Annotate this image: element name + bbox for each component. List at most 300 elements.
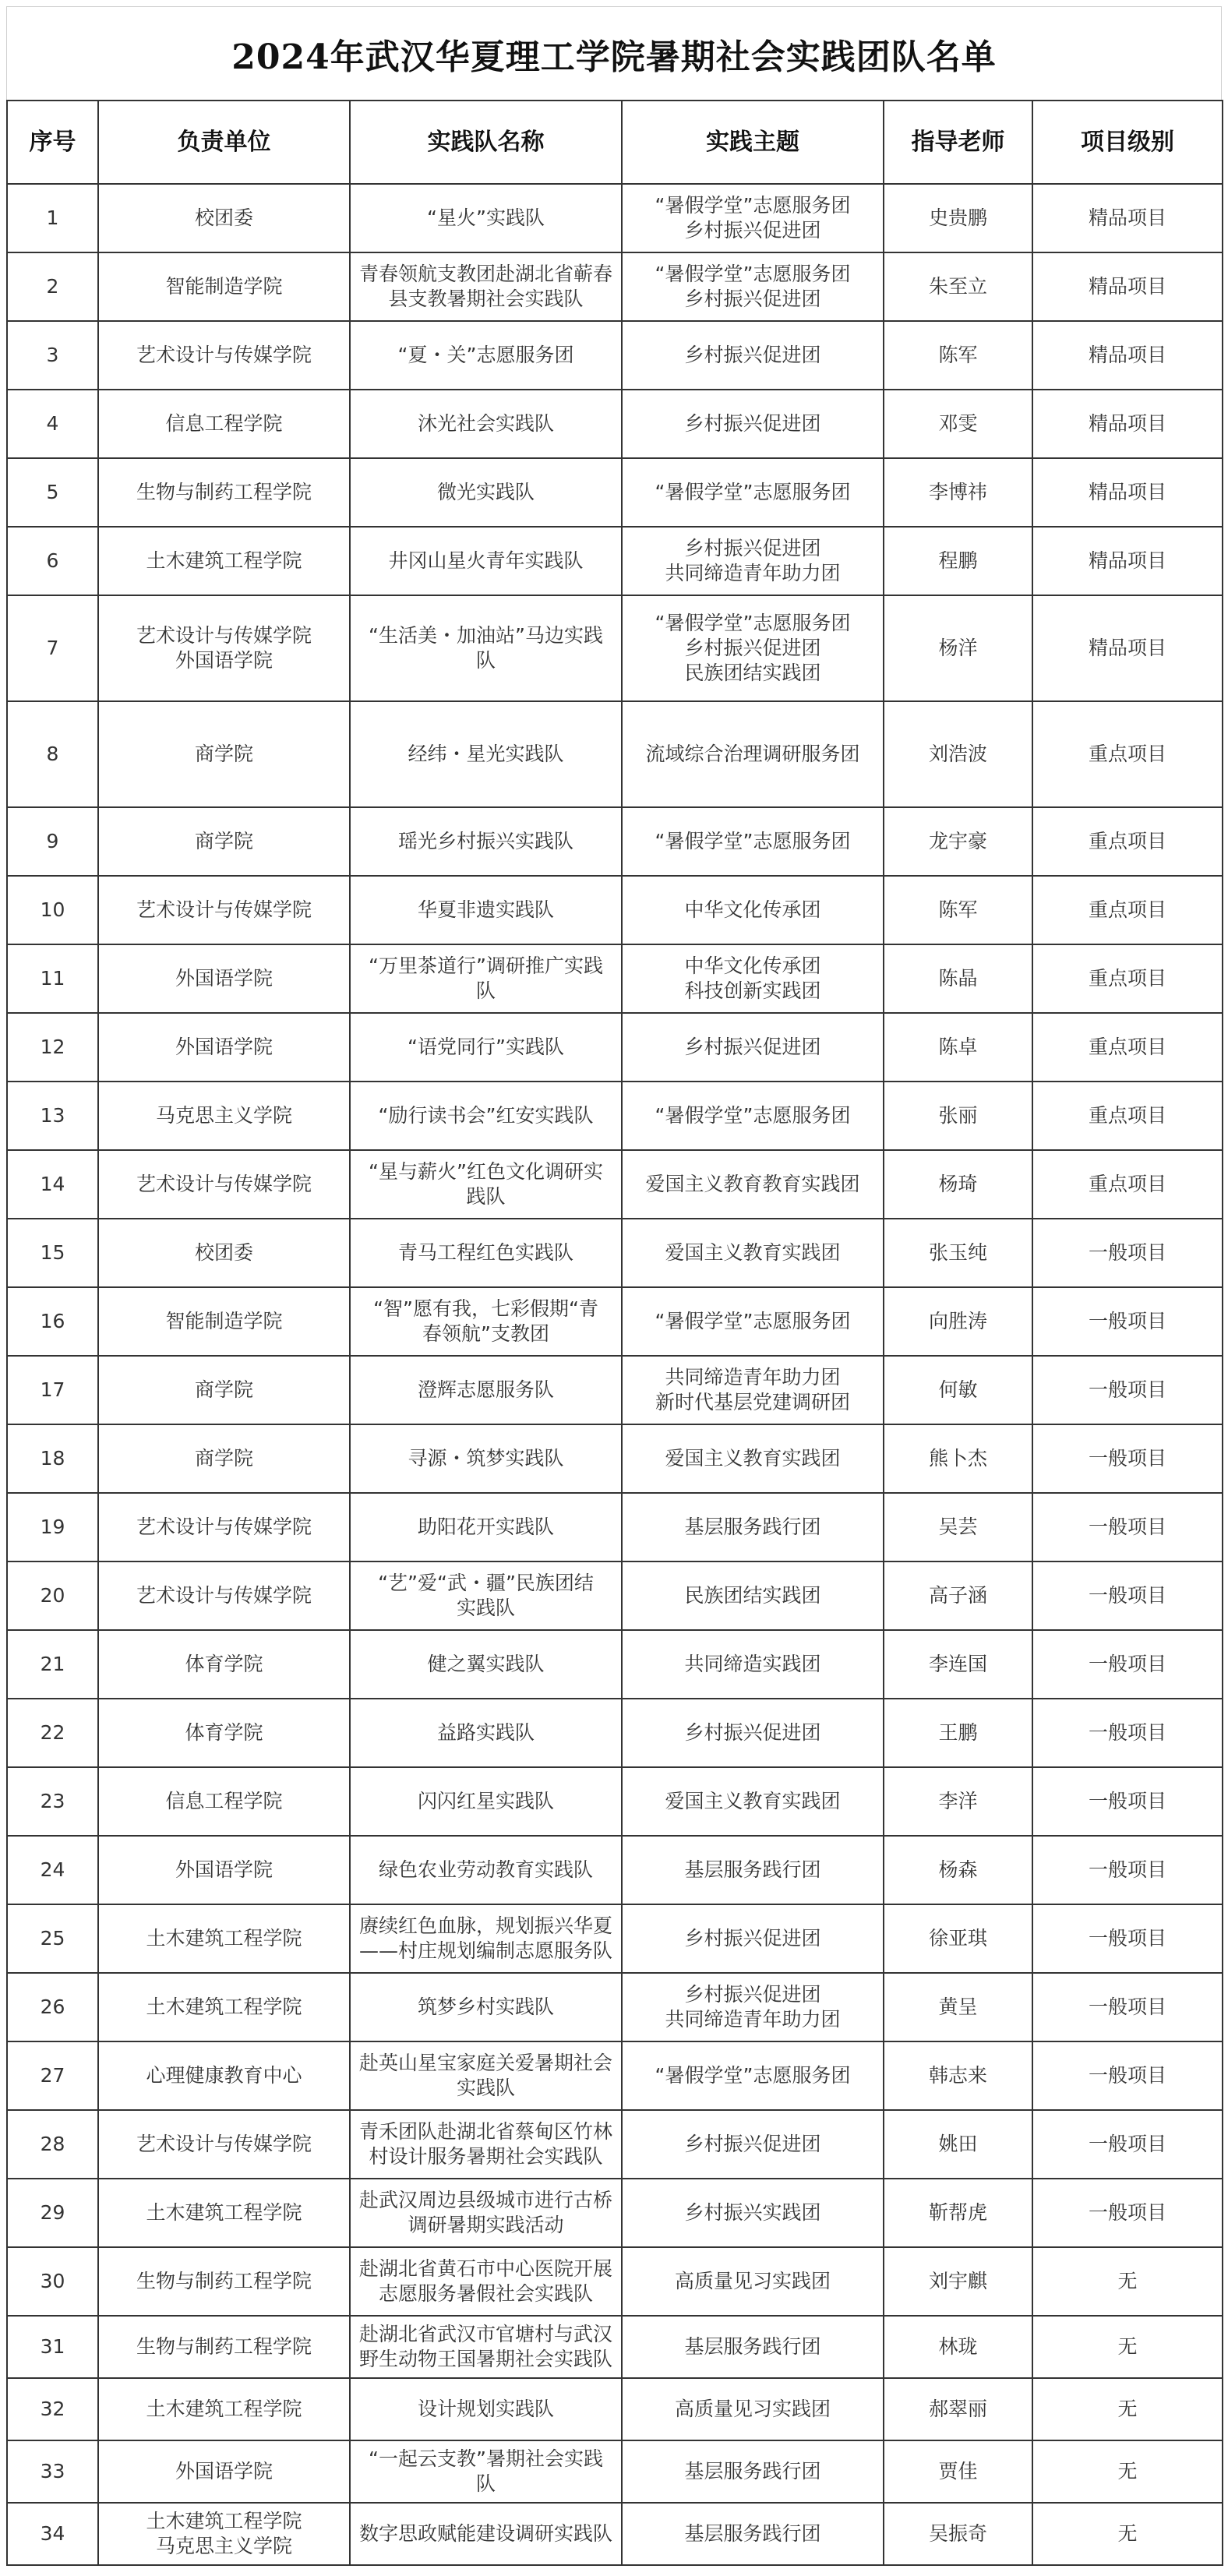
cell-team-line: 澄辉志愿服务队	[417, 1378, 554, 1401]
cell-theme-line: 中华文化传承团	[684, 955, 821, 977]
table-row	[7, 2247, 1223, 2316]
cell-teacher: 杨琦	[884, 1150, 1032, 1219]
cell-theme-line: 基层服务践行团	[684, 2335, 821, 2358]
cell-no: 23	[7, 1767, 98, 1836]
cell-team-line: 沐光社会实践队	[417, 412, 554, 435]
cell-theme	[622, 2316, 884, 2378]
cell-team-line: 践队	[466, 1185, 506, 1208]
cell-theme	[622, 2179, 884, 2247]
cell-theme-line: “暑假学堂”志愿服务团	[655, 2064, 851, 2087]
cell-level: 一般项目	[1032, 1561, 1223, 1630]
cell-unit-line: 艺术设计与传媒学院	[136, 2133, 312, 2155]
cell-theme-line: 科技创新实践团	[684, 979, 821, 1002]
cell-teacher: 陈军	[884, 321, 1032, 390]
cell-unit	[98, 184, 350, 252]
cell-theme-line: 共同缔造青年助力团	[665, 562, 841, 584]
cell-unit	[98, 1699, 350, 1767]
cell-team-line: 健之翼实践队	[427, 1653, 545, 1675]
cell-teacher: 贾佳	[884, 2440, 1032, 2503]
cell-unit	[98, 1424, 350, 1493]
cell-unit-line: 商学院	[194, 1378, 253, 1401]
team-list-table	[6, 100, 1223, 2566]
cell-teacher: 姚田	[884, 2110, 1032, 2179]
cell-team-line: 实践队	[456, 2077, 515, 2099]
cell-no: 21	[7, 1630, 98, 1699]
cell-team-line: 村设计服务暑期社会实践队	[369, 2145, 603, 2168]
cell-theme-line: 乡村振兴促进团	[684, 1927, 821, 1950]
table-row	[7, 321, 1223, 390]
cell-theme-line: 共同缔造实践团	[684, 1653, 821, 1675]
cell-unit-line: 商学院	[194, 1447, 253, 1470]
cell-team-line: 微光实践队	[436, 481, 535, 503]
cell-unit	[98, 2316, 350, 2378]
cell-teacher: 郝翠丽	[884, 2378, 1032, 2440]
cell-team	[350, 184, 622, 252]
cell-level: 一般项目	[1032, 1493, 1223, 1561]
cell-team	[350, 1699, 622, 1767]
cell-theme	[622, 321, 884, 390]
cell-team-line: 助阳花开实践队	[417, 1516, 554, 1538]
cell-team-line: “智”愿有我，七彩假期“青	[373, 1297, 598, 1320]
cell-theme-line: 共同缔造青年助力团	[665, 2008, 841, 2031]
cell-team-line: 华夏非遗实践队	[417, 898, 554, 921]
table-row	[7, 1013, 1223, 1082]
cell-team	[350, 1082, 622, 1150]
table-row	[7, 390, 1223, 458]
cell-level: 一般项目	[1032, 1287, 1223, 1356]
cell-theme	[622, 1836, 884, 1904]
cell-team-line: 赴湖北省黄石市中心医院开展	[358, 2257, 612, 2280]
cell-theme-line: 乡村振兴促进团	[684, 637, 821, 659]
cell-theme	[622, 1561, 884, 1630]
cell-team-line: 筑梦乡村实践队	[417, 1996, 554, 2018]
cell-team-line: “夏・关”志愿服务团	[397, 344, 574, 366]
cell-no: 7	[7, 595, 98, 701]
cell-no: 2	[7, 252, 98, 321]
document-title: 2024年武汉华夏理工学院暑期社会实践团队名单	[231, 37, 997, 77]
cell-teacher: 刘浩波	[884, 701, 1032, 807]
cell-level: 精品项目	[1032, 390, 1223, 458]
cell-team	[350, 807, 622, 876]
cell-theme-line: “暑假学堂”志愿服务团	[655, 612, 851, 634]
cell-unit	[98, 701, 350, 807]
cell-teacher: 邓雯	[884, 390, 1032, 458]
cell-team-line: “万里茶道行”调研推广实践	[369, 955, 603, 977]
table-row	[7, 1287, 1223, 1356]
cell-theme-line: 乡村振兴促进团	[684, 1983, 821, 2006]
cell-team-line: 队	[475, 649, 496, 672]
cell-team	[350, 321, 622, 390]
cell-unit	[98, 1767, 350, 1836]
cell-team-line: 赴英山星宝家庭关爱暑期社会	[358, 2052, 612, 2074]
cell-theme	[622, 184, 884, 252]
cell-unit	[98, 390, 350, 458]
table-header-row	[7, 101, 1223, 184]
cell-unit-line: 外国语学院	[175, 967, 273, 990]
cell-teacher: 史贵鹏	[884, 184, 1032, 252]
table-row	[7, 1150, 1223, 1219]
cell-team-line: ——村庄规划编制志愿服务队	[358, 1939, 612, 1962]
cell-unit-line: 外国语学院	[175, 2460, 273, 2482]
cell-no: 5	[7, 458, 98, 527]
cell-team-line: 志愿服务暑假社会实践队	[378, 2282, 593, 2305]
table-row	[7, 2041, 1223, 2110]
cell-team	[350, 944, 622, 1013]
table-row	[7, 1356, 1223, 1424]
cell-team-line: 益路实践队	[436, 1721, 535, 1744]
cell-no: 25	[7, 1904, 98, 1973]
cell-unit	[98, 2503, 350, 2565]
cell-team	[350, 252, 622, 321]
cell-unit	[98, 2378, 350, 2440]
cell-theme-line: 乡村振兴实践团	[684, 2201, 821, 2224]
cell-no: 12	[7, 1013, 98, 1082]
cell-theme	[622, 876, 884, 944]
cell-theme	[622, 2378, 884, 2440]
cell-teacher: 何敏	[884, 1356, 1032, 1424]
cell-team-line: “艺”爱“武・疆”民族团结	[378, 1572, 594, 1594]
table-row	[7, 2440, 1223, 2503]
cell-unit	[98, 1013, 350, 1082]
cell-team-line: 实践队	[456, 1597, 515, 1619]
cell-theme	[622, 1424, 884, 1493]
cell-team-line: 数字思政赋能建设调研实践队	[358, 2522, 612, 2545]
cell-level: 无	[1032, 2316, 1223, 2378]
header-level: 项目级别	[1032, 101, 1223, 184]
cell-no: 34	[7, 2503, 98, 2565]
cell-team-line: 瑶光乡村振兴实践队	[397, 830, 573, 852]
table-row	[7, 1699, 1223, 1767]
cell-level: 重点项目	[1032, 1013, 1223, 1082]
cell-theme-line: 爱国主义教育实践团	[665, 1241, 841, 1264]
cell-no: 32	[7, 2378, 98, 2440]
cell-unit-line: 艺术设计与传媒学院	[136, 1173, 312, 1195]
cell-no: 17	[7, 1356, 98, 1424]
cell-theme	[622, 1699, 884, 1767]
cell-no: 9	[7, 807, 98, 876]
cell-theme-line: “暑假学堂”志愿服务团	[655, 263, 851, 285]
cell-unit	[98, 876, 350, 944]
cell-team	[350, 2378, 622, 2440]
table-row	[7, 1630, 1223, 1699]
cell-no: 29	[7, 2179, 98, 2247]
cell-theme	[622, 807, 884, 876]
cell-team-line: 闪闪红星实践队	[417, 1790, 554, 1812]
table-row	[7, 1767, 1223, 1836]
cell-teacher: 张丽	[884, 1082, 1032, 1150]
cell-theme-line: “暑假学堂”志愿服务团	[655, 830, 851, 852]
title-bar	[6, 6, 1222, 100]
cell-team	[350, 390, 622, 458]
cell-no: 31	[7, 2316, 98, 2378]
cell-team	[350, 2503, 622, 2565]
cell-level: 精品项目	[1032, 321, 1223, 390]
cell-theme	[622, 1013, 884, 1082]
cell-theme	[622, 1973, 884, 2041]
cell-teacher: 林珑	[884, 2316, 1032, 2378]
cell-unit-line: 体育学院	[185, 1721, 263, 1744]
cell-unit	[98, 1836, 350, 1904]
cell-unit	[98, 1082, 350, 1150]
cell-team-line: “一起云支教”暑期社会实践	[369, 2447, 603, 2470]
cell-team	[350, 1836, 622, 1904]
cell-no: 10	[7, 876, 98, 944]
cell-unit	[98, 1150, 350, 1219]
cell-team	[350, 1561, 622, 1630]
cell-level: 无	[1032, 2503, 1223, 2565]
cell-theme	[622, 2503, 884, 2565]
cell-unit	[98, 595, 350, 701]
cell-unit	[98, 1973, 350, 2041]
cell-no: 22	[7, 1699, 98, 1767]
cell-team-line: 绿色农业劳动教育实践队	[378, 1858, 593, 1881]
cell-unit	[98, 944, 350, 1013]
cell-no: 8	[7, 701, 98, 807]
cell-team	[350, 2247, 622, 2316]
cell-theme-line: 乡村振兴促进团	[684, 1721, 821, 1744]
cell-team-line: 队	[475, 2472, 496, 2495]
cell-team	[350, 2041, 622, 2110]
cell-team	[350, 527, 622, 595]
cell-teacher: 李博祎	[884, 458, 1032, 527]
cell-theme-line: 流域综合治理调研服务团	[645, 743, 860, 765]
cell-theme	[622, 1219, 884, 1287]
cell-team	[350, 1493, 622, 1561]
cell-unit-line: 外国语学院	[175, 1036, 273, 1058]
cell-theme-line: “暑假学堂”志愿服务团	[655, 481, 851, 503]
cell-level: 重点项目	[1032, 807, 1223, 876]
cell-theme	[622, 1630, 884, 1699]
cell-unit	[98, 2440, 350, 2503]
table-row	[7, 1493, 1223, 1561]
cell-team	[350, 1287, 622, 1356]
cell-theme-line: 乡村振兴促进团	[684, 537, 821, 559]
cell-unit-line: 土木建筑工程学院	[146, 1996, 302, 2018]
cell-unit-line: 马克思主义学院	[155, 2535, 292, 2557]
cell-theme-line: 基层服务践行团	[684, 2460, 821, 2482]
cell-unit	[98, 458, 350, 527]
cell-no: 11	[7, 944, 98, 1013]
cell-unit-line: 生物与制药工程学院	[136, 2270, 312, 2292]
cell-team-line: 青马工程红色实践队	[397, 1241, 573, 1264]
cell-teacher: 王鹏	[884, 1699, 1032, 1767]
cell-level: 一般项目	[1032, 2110, 1223, 2179]
cell-theme	[622, 1493, 884, 1561]
cell-teacher: 吴芸	[884, 1493, 1032, 1561]
cell-team-line: 春领航”支教团	[422, 1322, 549, 1345]
cell-unit-line: 校团委	[194, 1241, 253, 1264]
cell-theme	[622, 1287, 884, 1356]
cell-theme-line: “暑假学堂”志愿服务团	[655, 1310, 851, 1332]
header-unit: 负责单位	[98, 101, 350, 184]
cell-theme	[622, 390, 884, 458]
cell-unit-line: 智能制造学院	[165, 1310, 283, 1332]
cell-teacher: 黄呈	[884, 1973, 1032, 2041]
cell-theme-line: 基层服务践行团	[684, 1858, 821, 1881]
table-row	[7, 595, 1223, 701]
cell-no: 19	[7, 1493, 98, 1561]
cell-unit-line: 商学院	[194, 830, 253, 852]
cell-theme-line: “暑假学堂”志愿服务团	[655, 1104, 851, 1127]
table-row	[7, 1836, 1223, 1904]
table-row	[7, 252, 1223, 321]
cell-unit-line: 马克思主义学院	[155, 1104, 292, 1127]
cell-theme-line: 共同缔造青年助力团	[665, 1366, 841, 1389]
cell-team-line: 青禾团队赴湖北省蔡甸区竹林	[358, 2120, 612, 2143]
cell-team	[350, 1904, 622, 1973]
table-row	[7, 2179, 1223, 2247]
table-row	[7, 2378, 1223, 2440]
cell-level: 一般项目	[1032, 1973, 1223, 2041]
cell-theme-line: 高质量见习实践团	[674, 2398, 831, 2420]
cell-level: 一般项目	[1032, 2179, 1223, 2247]
cell-unit-line: 土木建筑工程学院	[146, 2201, 302, 2224]
cell-team-line: “生活美・加油站”马边实践	[369, 624, 603, 647]
cell-teacher: 程鹏	[884, 527, 1032, 595]
cell-theme	[622, 1082, 884, 1150]
cell-unit-line: 心理健康教育中心	[146, 2064, 302, 2087]
cell-theme	[622, 1904, 884, 1973]
cell-unit	[98, 2179, 350, 2247]
header-no: 序号	[7, 101, 98, 184]
cell-unit	[98, 2041, 350, 2110]
cell-level: 一般项目	[1032, 1836, 1223, 1904]
cell-level: 精品项目	[1032, 595, 1223, 701]
cell-team	[350, 595, 622, 701]
cell-team-line: 赴湖北省武汉市官塘村与武汉	[358, 2323, 612, 2345]
cell-no: 3	[7, 321, 98, 390]
table-row	[7, 1561, 1223, 1630]
table-row	[7, 1219, 1223, 1287]
cell-teacher: 高子涵	[884, 1561, 1032, 1630]
cell-team	[350, 1630, 622, 1699]
cell-unit	[98, 527, 350, 595]
cell-no: 20	[7, 1561, 98, 1630]
cell-teacher: 杨森	[884, 1836, 1032, 1904]
cell-team	[350, 1356, 622, 1424]
cell-team-line: “励行读书会”红安实践队	[378, 1104, 594, 1127]
cell-theme	[622, 458, 884, 527]
cell-no: 18	[7, 1424, 98, 1493]
cell-theme	[622, 701, 884, 807]
cell-theme-line: 新时代基层党建调研团	[655, 1391, 850, 1413]
cell-no: 14	[7, 1150, 98, 1219]
cell-level: 重点项目	[1032, 944, 1223, 1013]
cell-unit-line: 土木建筑工程学院	[146, 1927, 302, 1950]
cell-teacher: 靳帮虎	[884, 2179, 1032, 2247]
cell-level: 重点项目	[1032, 876, 1223, 944]
cell-teacher: 吴振奇	[884, 2503, 1032, 2565]
cell-no: 26	[7, 1973, 98, 2041]
cell-theme-line: 爱国主义教育教育实践团	[645, 1173, 860, 1195]
cell-teacher: 陈晶	[884, 944, 1032, 1013]
cell-unit-line: 信息工程学院	[165, 1790, 283, 1812]
cell-theme	[622, 2247, 884, 2316]
cell-no: 6	[7, 527, 98, 595]
cell-unit-line: 土木建筑工程学院	[146, 549, 302, 572]
table-body	[7, 184, 1223, 2565]
cell-unit-line: 校团委	[194, 206, 253, 229]
cell-theme	[622, 595, 884, 701]
cell-level: 一般项目	[1032, 1904, 1223, 1973]
cell-teacher: 杨洋	[884, 595, 1032, 701]
cell-theme-line: 乡村振兴促进团	[684, 219, 821, 242]
cell-team	[350, 2179, 622, 2247]
cell-theme-line: 基层服务践行团	[684, 2522, 821, 2545]
table-row	[7, 701, 1223, 807]
cell-level: 重点项目	[1032, 1150, 1223, 1219]
table-row	[7, 527, 1223, 595]
cell-theme	[622, 1767, 884, 1836]
cell-unit	[98, 321, 350, 390]
cell-unit-line: 艺术设计与传媒学院	[136, 898, 312, 921]
cell-unit-line: 艺术设计与传媒学院	[136, 624, 312, 647]
cell-level: 精品项目	[1032, 458, 1223, 527]
cell-team-line: 县支教暑期社会实践队	[388, 288, 584, 310]
cell-level: 一般项目	[1032, 1356, 1223, 1424]
cell-unit	[98, 1219, 350, 1287]
cell-level: 一般项目	[1032, 1630, 1223, 1699]
cell-level: 一般项目	[1032, 1767, 1223, 1836]
cell-level: 无	[1032, 2440, 1223, 2503]
cell-unit-line: 外国语学院	[175, 1858, 273, 1881]
cell-level: 一般项目	[1032, 1424, 1223, 1493]
cell-theme-line: 中华文化传承团	[684, 898, 821, 921]
cell-unit-line: 智能制造学院	[165, 275, 283, 298]
cell-teacher: 李连国	[884, 1630, 1032, 1699]
cell-theme	[622, 2440, 884, 2503]
cell-theme-line: 乡村振兴促进团	[684, 412, 821, 435]
cell-theme	[622, 2110, 884, 2179]
cell-theme-line: 爱国主义教育实践团	[665, 1447, 841, 1470]
cell-unit	[98, 1561, 350, 1630]
cell-team	[350, 1219, 622, 1287]
header-theme: 实践主题	[622, 101, 884, 184]
cell-teacher: 向胜涛	[884, 1287, 1032, 1356]
cell-team-line: 队	[475, 979, 496, 1002]
cell-no: 24	[7, 1836, 98, 1904]
table-row	[7, 1424, 1223, 1493]
cell-level: 无	[1032, 2247, 1223, 2316]
cell-team	[350, 1013, 622, 1082]
cell-team-line: 野生动物王国暑期社会实践队	[358, 2348, 612, 2370]
cell-unit-line: 生物与制药工程学院	[136, 481, 312, 503]
cell-team	[350, 1767, 622, 1836]
cell-theme-line: 乡村振兴促进团	[684, 344, 821, 366]
cell-teacher: 陈军	[884, 876, 1032, 944]
cell-unit-line: 艺术设计与传媒学院	[136, 1516, 312, 1538]
cell-team-line: 寻源・筑梦实践队	[408, 1447, 564, 1470]
cell-level: 精品项目	[1032, 184, 1223, 252]
cell-unit	[98, 2110, 350, 2179]
cell-unit-line: 艺术设计与传媒学院	[136, 1584, 312, 1607]
cell-team	[350, 2440, 622, 2503]
cell-theme	[622, 2041, 884, 2110]
cell-team	[350, 876, 622, 944]
cell-theme-line: 民族团结实践团	[684, 1584, 821, 1607]
cell-team-line: 经纬・星光实践队	[408, 743, 564, 765]
cell-teacher: 龙宇豪	[884, 807, 1032, 876]
table-row	[7, 2503, 1223, 2565]
cell-team	[350, 1973, 622, 2041]
cell-unit	[98, 1356, 350, 1424]
cell-no: 13	[7, 1082, 98, 1150]
cell-team-line: “语党同行”实践队	[408, 1036, 564, 1058]
cell-unit-line: 商学院	[194, 743, 253, 765]
cell-unit-line: 信息工程学院	[165, 412, 283, 435]
cell-level: 重点项目	[1032, 1082, 1223, 1150]
cell-teacher: 熊卜杰	[884, 1424, 1032, 1493]
